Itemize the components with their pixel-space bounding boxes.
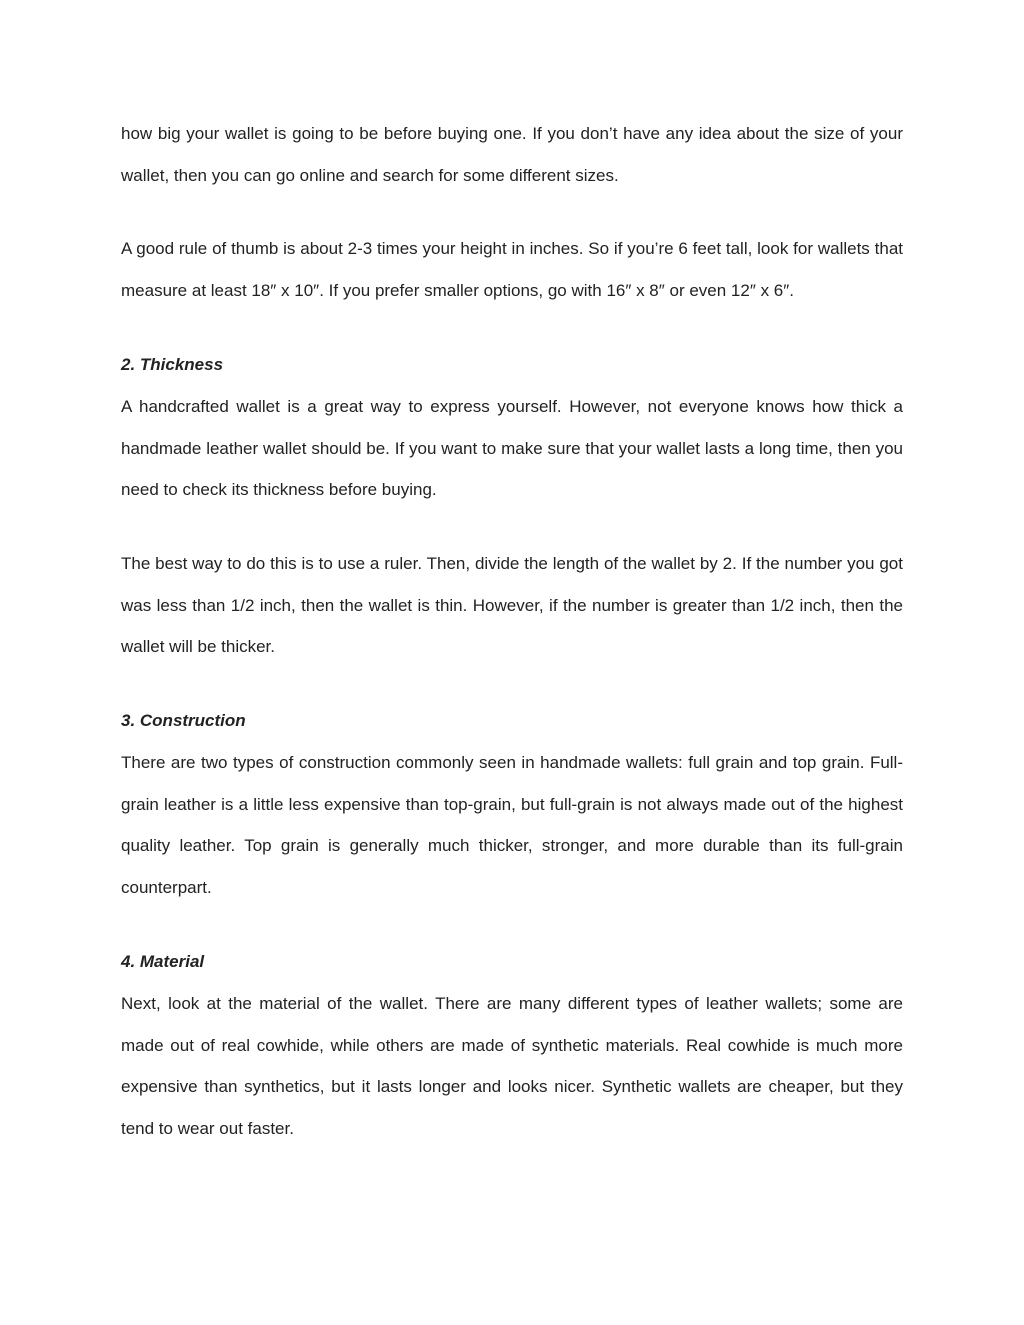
heading-construction: 3. Construction: [121, 711, 246, 731]
paragraph-rule-of-thumb: A good rule of thumb is about 2-3 times your height in inches. So if you’re 6 feet tall, look for wallets that measure at least 18″ x 10″. If you prefer smaller options, go with 16″ x 8″ or even 12″ x 6″.: [121, 239, 903, 301]
document-page: [121, 113, 903, 1150]
paragraph-thickness-intro: A handcrafted wallet is a great way to express yourself. However, not everyone knows how thick a handmade leather wallet should be. If you want to make sure that your wallet lasts a long time, then you need to check its thickness before buying.: [121, 396, 903, 500]
heading-material: 4. Material: [121, 951, 205, 971]
paragraph-material: Next, look at the material of the wallet. There are many different types of leather wallets; some are made out of real cowhide, while others are made of synthetic materials. Real cowhide is much more expensive than synthetics, but it lasts longer and looks nicer. Synthetic wallets are cheaper, but they tend to wear out faster.: [121, 993, 903, 1138]
paragraph-spacer: [121, 511, 903, 543]
paragraph-spacer: [121, 668, 903, 700]
paragraph-size-intro: how big your wallet is going to be before buying one. If you don’t have any idea about the size of your wallet, then you can go online and search for some different sizes.: [121, 124, 903, 185]
paragraph-spacer: [121, 909, 903, 941]
paragraph-thickness-ruler: The best way to do this is to use a ruler. Then, divide the length of the wallet by 2. If the number you got was less than 1/2 inch, then the wallet is thin. However, if the number is greater than 1/2 inch, then the wallet will be thicker.: [121, 553, 903, 657]
paragraph-spacer: [121, 196, 903, 228]
paragraph-construction: There are two types of construction commonly seen in handmade wallets: full grain and top grain. Full-grain leather is a little less expensive than top-grain, but full-grain is not always made out of the highest quality leather. Top grain is generally much thicker, stronger, and more durable than its full-grain counterpart.: [121, 753, 903, 898]
heading-thickness: 2. Thickness: [121, 354, 224, 374]
paragraph-spacer: [121, 312, 903, 344]
